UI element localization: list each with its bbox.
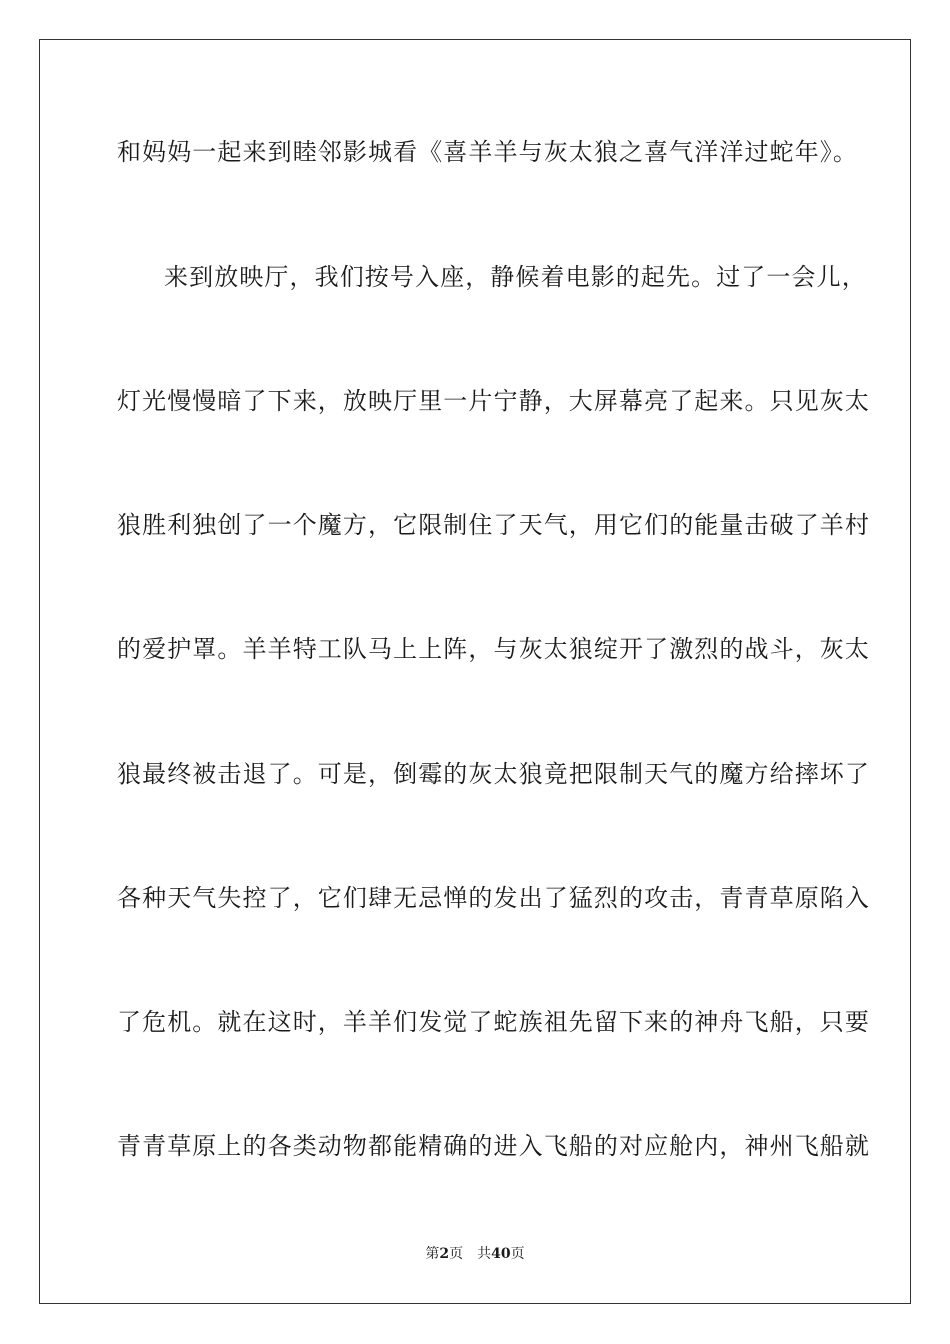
body-text-line-4: 狼胜利独创了一个魔方，它限制住了天气，用它们的能量击破了羊村: [117, 511, 870, 539]
body-text-line-9: 青青草原上的各类动物都能精确的进入飞船的对应舱内，神州飞船就: [117, 1132, 870, 1160]
body-text-line-1: 和妈妈一起来到睦邻影城看《喜羊羊与灰太狼之喜气洋洋过蛇年》。: [117, 138, 858, 166]
page-prefix: 第: [425, 1246, 440, 1262]
page-footer: [0, 1245, 950, 1263]
total-pages: 40: [491, 1246, 511, 1262]
total-suffix: 页: [510, 1246, 525, 1262]
page-suffix: 页: [449, 1246, 464, 1262]
total-prefix: 共: [477, 1246, 492, 1262]
page-number: 2: [439, 1246, 450, 1262]
body-text-line-7: 各种天气失控了，它们肆无忌惮的发出了猛烈的攻击，青青草原陷入: [117, 884, 870, 912]
page-border: [39, 39, 911, 1304]
body-text-line-6: 狼最终被击退了。可是，倒霉的灰太狼竟把限制天气的魔方给摔坏了: [117, 760, 870, 788]
body-text-line-3: 灯光慢慢暗了下来，放映厅里一片宁静，大屏幕亮了起来。只见灰太: [117, 387, 870, 415]
body-text-line-8: 了危机。就在这时，羊羊们发觉了蛇族祖先留下来的神舟飞船，只要: [117, 1008, 870, 1036]
body-text-line-5: 的爱护罩。羊羊特工队马上上阵，与灰太狼绽开了激烈的战斗，灰太: [117, 635, 870, 663]
body-text-line-2: 来到放映厅，我们按号入座，静候着电影的起先。过了一会儿，: [164, 263, 867, 291]
